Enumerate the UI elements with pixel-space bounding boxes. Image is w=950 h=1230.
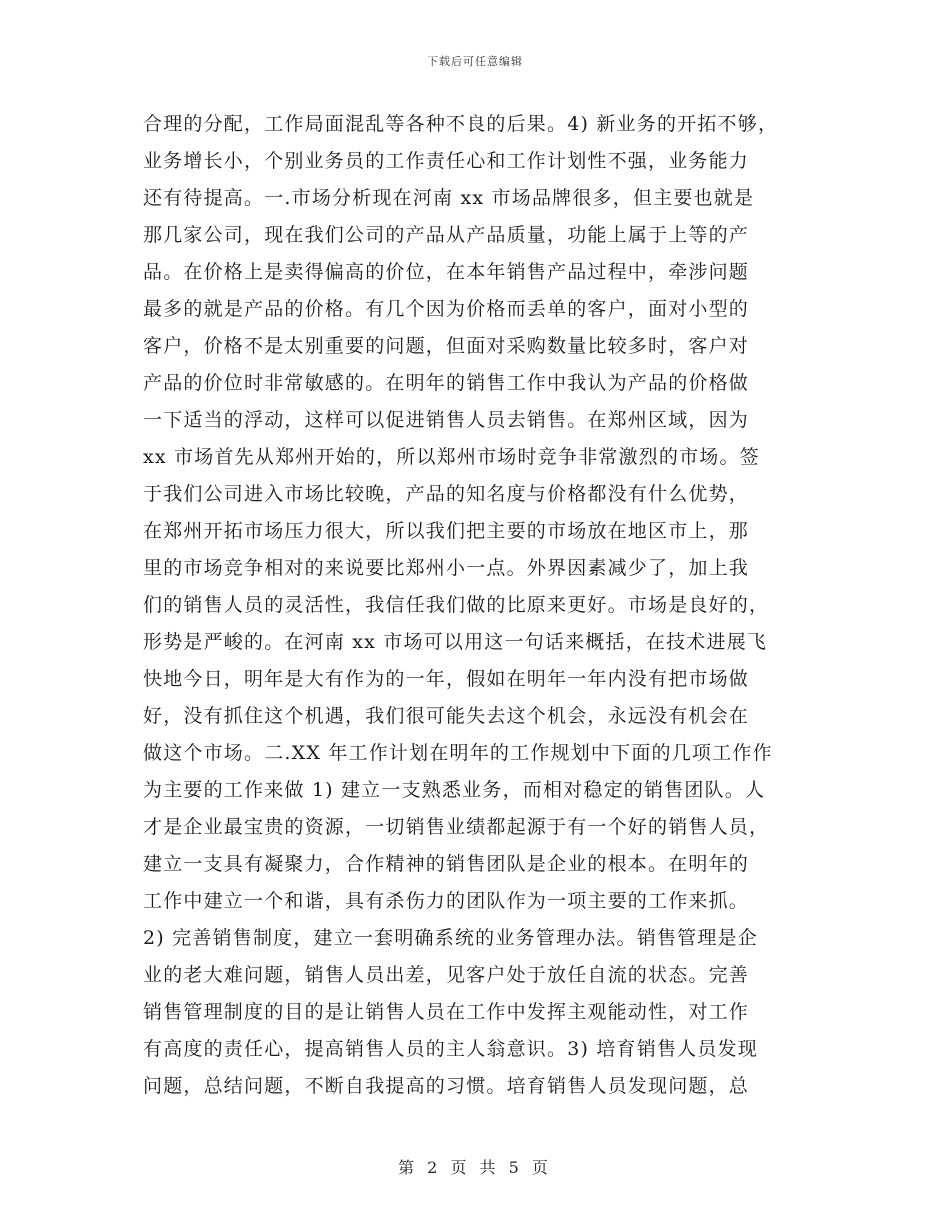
body-line: 业的老大难问题，销售人员出差，见客户处于放任自流的状态。完善 xyxy=(143,964,750,986)
body-line: 里的市场竞争相对的来说要比郑州小一点。外界因素减少了，加上我 xyxy=(143,557,750,579)
body-line: xx 市场首先从郑州开始的，所以郑州市场时竞争非常激烈的市场。签 xyxy=(143,446,760,468)
body-line: 一下适当的浮动，这样可以促进销售人员去销售。在郑州区域，因为 xyxy=(143,409,750,431)
body-line: 好，没有抓住这个机遇，我们很可能失去这个机会，永远没有机会在 xyxy=(143,705,750,727)
body-line: 最多的就是产品的价格。有几个因为价格而丢单的客户，面对小型的 xyxy=(143,298,750,320)
body-line: 才是企业最宝贵的资源，一切销售业绩都起源于有一个好的销售人员， xyxy=(143,816,770,838)
body-line: 2) 完善销售制度，建立一套明确系统的业务管理办法。销售管理是企 xyxy=(143,927,758,949)
body-line: 为主要的工作来做 1) 建立一支熟悉业务，而相对稳定的销售团队。人 xyxy=(143,779,766,801)
body-line: 合理的分配，工作局面混乱等各种不良的后果。4) 新业务的开拓不够， xyxy=(143,113,779,135)
body-line: 形势是严峻的。在河南 xx 市场可以用这一句话来概括，在技术进展飞 xyxy=(143,631,768,653)
body-line: 产品的价位时非常敏感的。在明年的销售工作中我认为产品的价格做 xyxy=(143,372,750,394)
page-header: 下载后可任意编辑 xyxy=(427,55,523,68)
body-line: 有高度的责任心，提高销售人员的主人翁意识。3) 培育销售人员发现 xyxy=(143,1038,758,1060)
body-line: 于我们公司进入市场比较晚，产品的知名度与价格都没有什么优势， xyxy=(143,483,750,505)
document-body xyxy=(143,106,813,1105)
body-line: 快地今日，明年是大有作为的一年，假如在明年一年内没有把市场做 xyxy=(143,668,750,690)
body-line: 在郑州开拓市场压力很大，所以我们把主要的市场放在地区市上，那 xyxy=(143,520,750,542)
body-line: 工作中建立一个和谐，具有杀伤力的团队作为一项主要的工作来抓。 xyxy=(143,890,750,912)
body-line: 品。在价格上是卖得偏高的价位，在本年销售产品过程中，牵涉问题 xyxy=(143,261,750,283)
body-line: 们的销售人员的灵活性，我信任我们做的比原来更好。市场是良好的， xyxy=(143,594,770,616)
body-line: 建立一支具有凝聚力，合作精神的销售团队是企业的根本。在明年的 xyxy=(143,853,750,875)
body-line: 做这个市场。二.XX 年工作计划在明年的工作规划中下面的几项工作作 xyxy=(143,742,773,764)
page-number-footer: 第 2 页 共 5 页 xyxy=(398,1158,552,1177)
body-line: 还有待提高。一.市场分析现在河南 xx 市场品牌很多，但主要也就是 xyxy=(143,187,755,209)
body-line: 那几家公司，现在我们公司的产品从产品质量，功能上属于上等的产 xyxy=(143,224,750,246)
body-line: 问题，总结问题，不断自我提高的习惯。培育销售人员发现问题，总 xyxy=(143,1075,750,1097)
body-line: 业务增长小，个别业务员的工作责任心和工作计划性不强，业务能力 xyxy=(143,150,750,172)
body-line: 销售管理制度的目的是让销售人员在工作中发挥主观能动性，对工作 xyxy=(143,1001,750,1023)
body-line: 客户，价格不是太别重要的问题，但面对采购数量比较多时，客户对 xyxy=(143,335,750,357)
